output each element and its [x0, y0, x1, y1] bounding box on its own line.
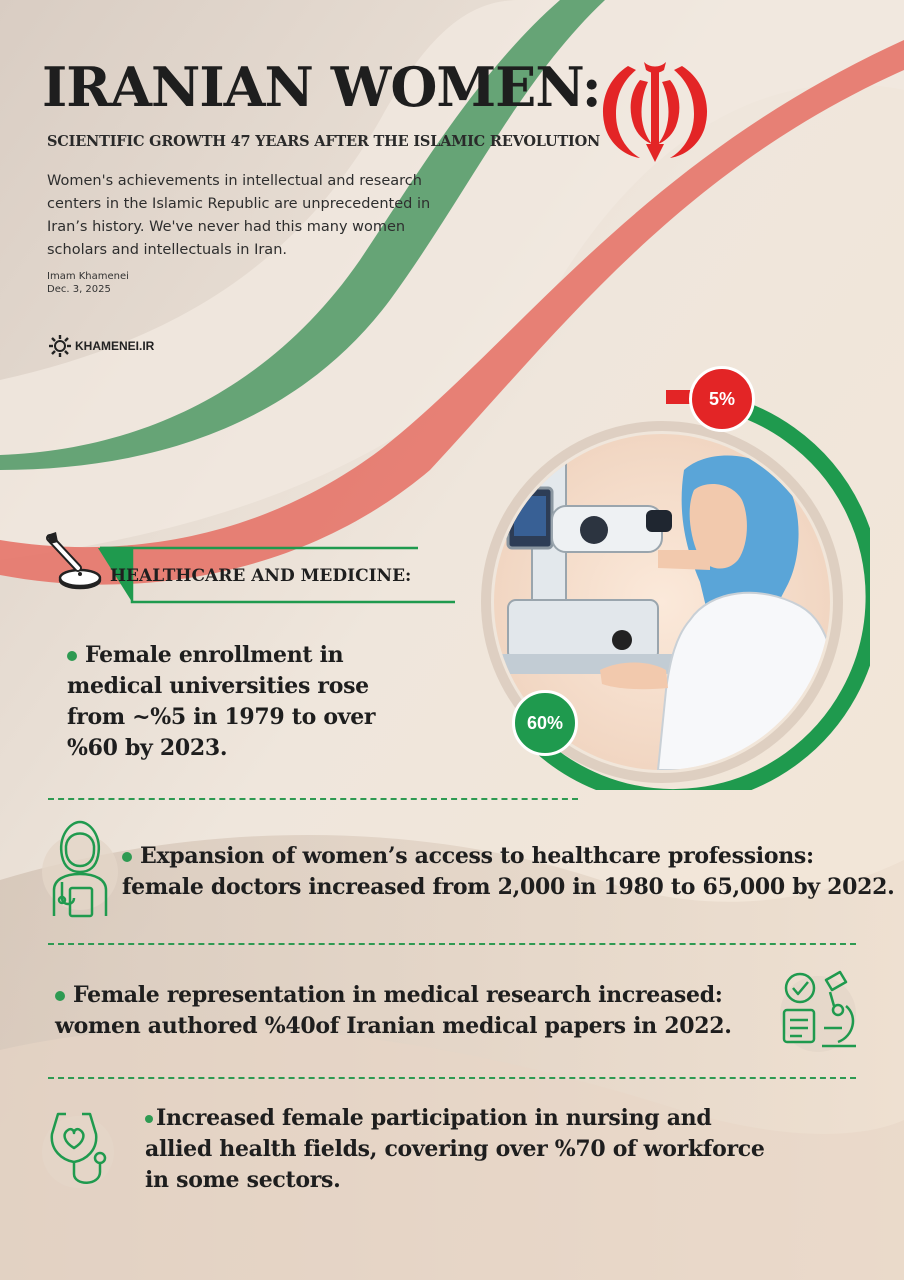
divider — [48, 1077, 856, 1079]
point-enrollment-text: Female enrollment in medical universities rose from ~%5 in 1979 to over %60 by 2023. — [67, 642, 376, 761]
quote-attribution — [47, 270, 129, 296]
heart-stethoscope-icon — [42, 1110, 122, 1194]
section-title: HEALTHCARE AND MEDICINE: — [110, 566, 412, 586]
female-doctor-icon — [40, 816, 120, 920]
test-tube-dish-icon — [44, 530, 104, 600]
bullet-dot — [67, 651, 77, 661]
brand-logo[interactable] — [48, 334, 154, 358]
point-research-line1: Female representation in medical research increased: — [73, 982, 723, 1008]
bullet-dot — [122, 852, 132, 862]
page-subtitle: SCIENTIFIC GROWTH 47 YEARS AFTER THE ISLAMIC REVOLUTION — [47, 133, 601, 150]
point-enrollment — [67, 640, 397, 764]
bullet-dot — [145, 1115, 153, 1123]
point-research-line2: women authored %40of Iranian medical papers in 2022. — [55, 1013, 732, 1039]
brand-name: KHAMENEI.IR — [75, 339, 155, 353]
divider — [48, 798, 578, 800]
stat-end-badge: 60% — [512, 690, 578, 756]
doctor-hand — [600, 663, 668, 690]
point-doctors — [122, 841, 895, 903]
microscope-check-icon — [776, 966, 862, 1056]
page-title: IRANIAN WOMEN: — [42, 55, 601, 119]
point-nursing-text: Increased female participation in nursing and allied health fields, covering over %70 of workforce in some sectors. — [145, 1105, 765, 1193]
point-research — [55, 980, 775, 1042]
author-name: Imam Khamenei — [47, 271, 129, 282]
point-nursing — [145, 1103, 785, 1196]
brand-emblem-icon — [48, 334, 72, 358]
stat-start-badge: 5% — [689, 366, 755, 432]
bullet-dot — [55, 991, 65, 1001]
quote-date: Dec. 3, 2025 — [47, 284, 111, 295]
microscope-knob — [612, 630, 632, 650]
divider — [48, 943, 856, 945]
point-doctors-line1: Expansion of women’s access to healthcare professions: — [140, 843, 814, 869]
microscope-base — [508, 600, 658, 660]
point-doctors-line2: female doctors increased from 2,000 in 1980 to 65,000 by 2022. — [122, 874, 895, 900]
quote-text: Women's achievements in intellectual and research centers in the Islamic Republic are unprecedented in Iran’s history. We've never had this many women scholars and intellectuals in Iran. — [47, 173, 431, 258]
iran-emblem-icon — [596, 58, 714, 164]
microscope-eyepiece — [580, 516, 608, 544]
